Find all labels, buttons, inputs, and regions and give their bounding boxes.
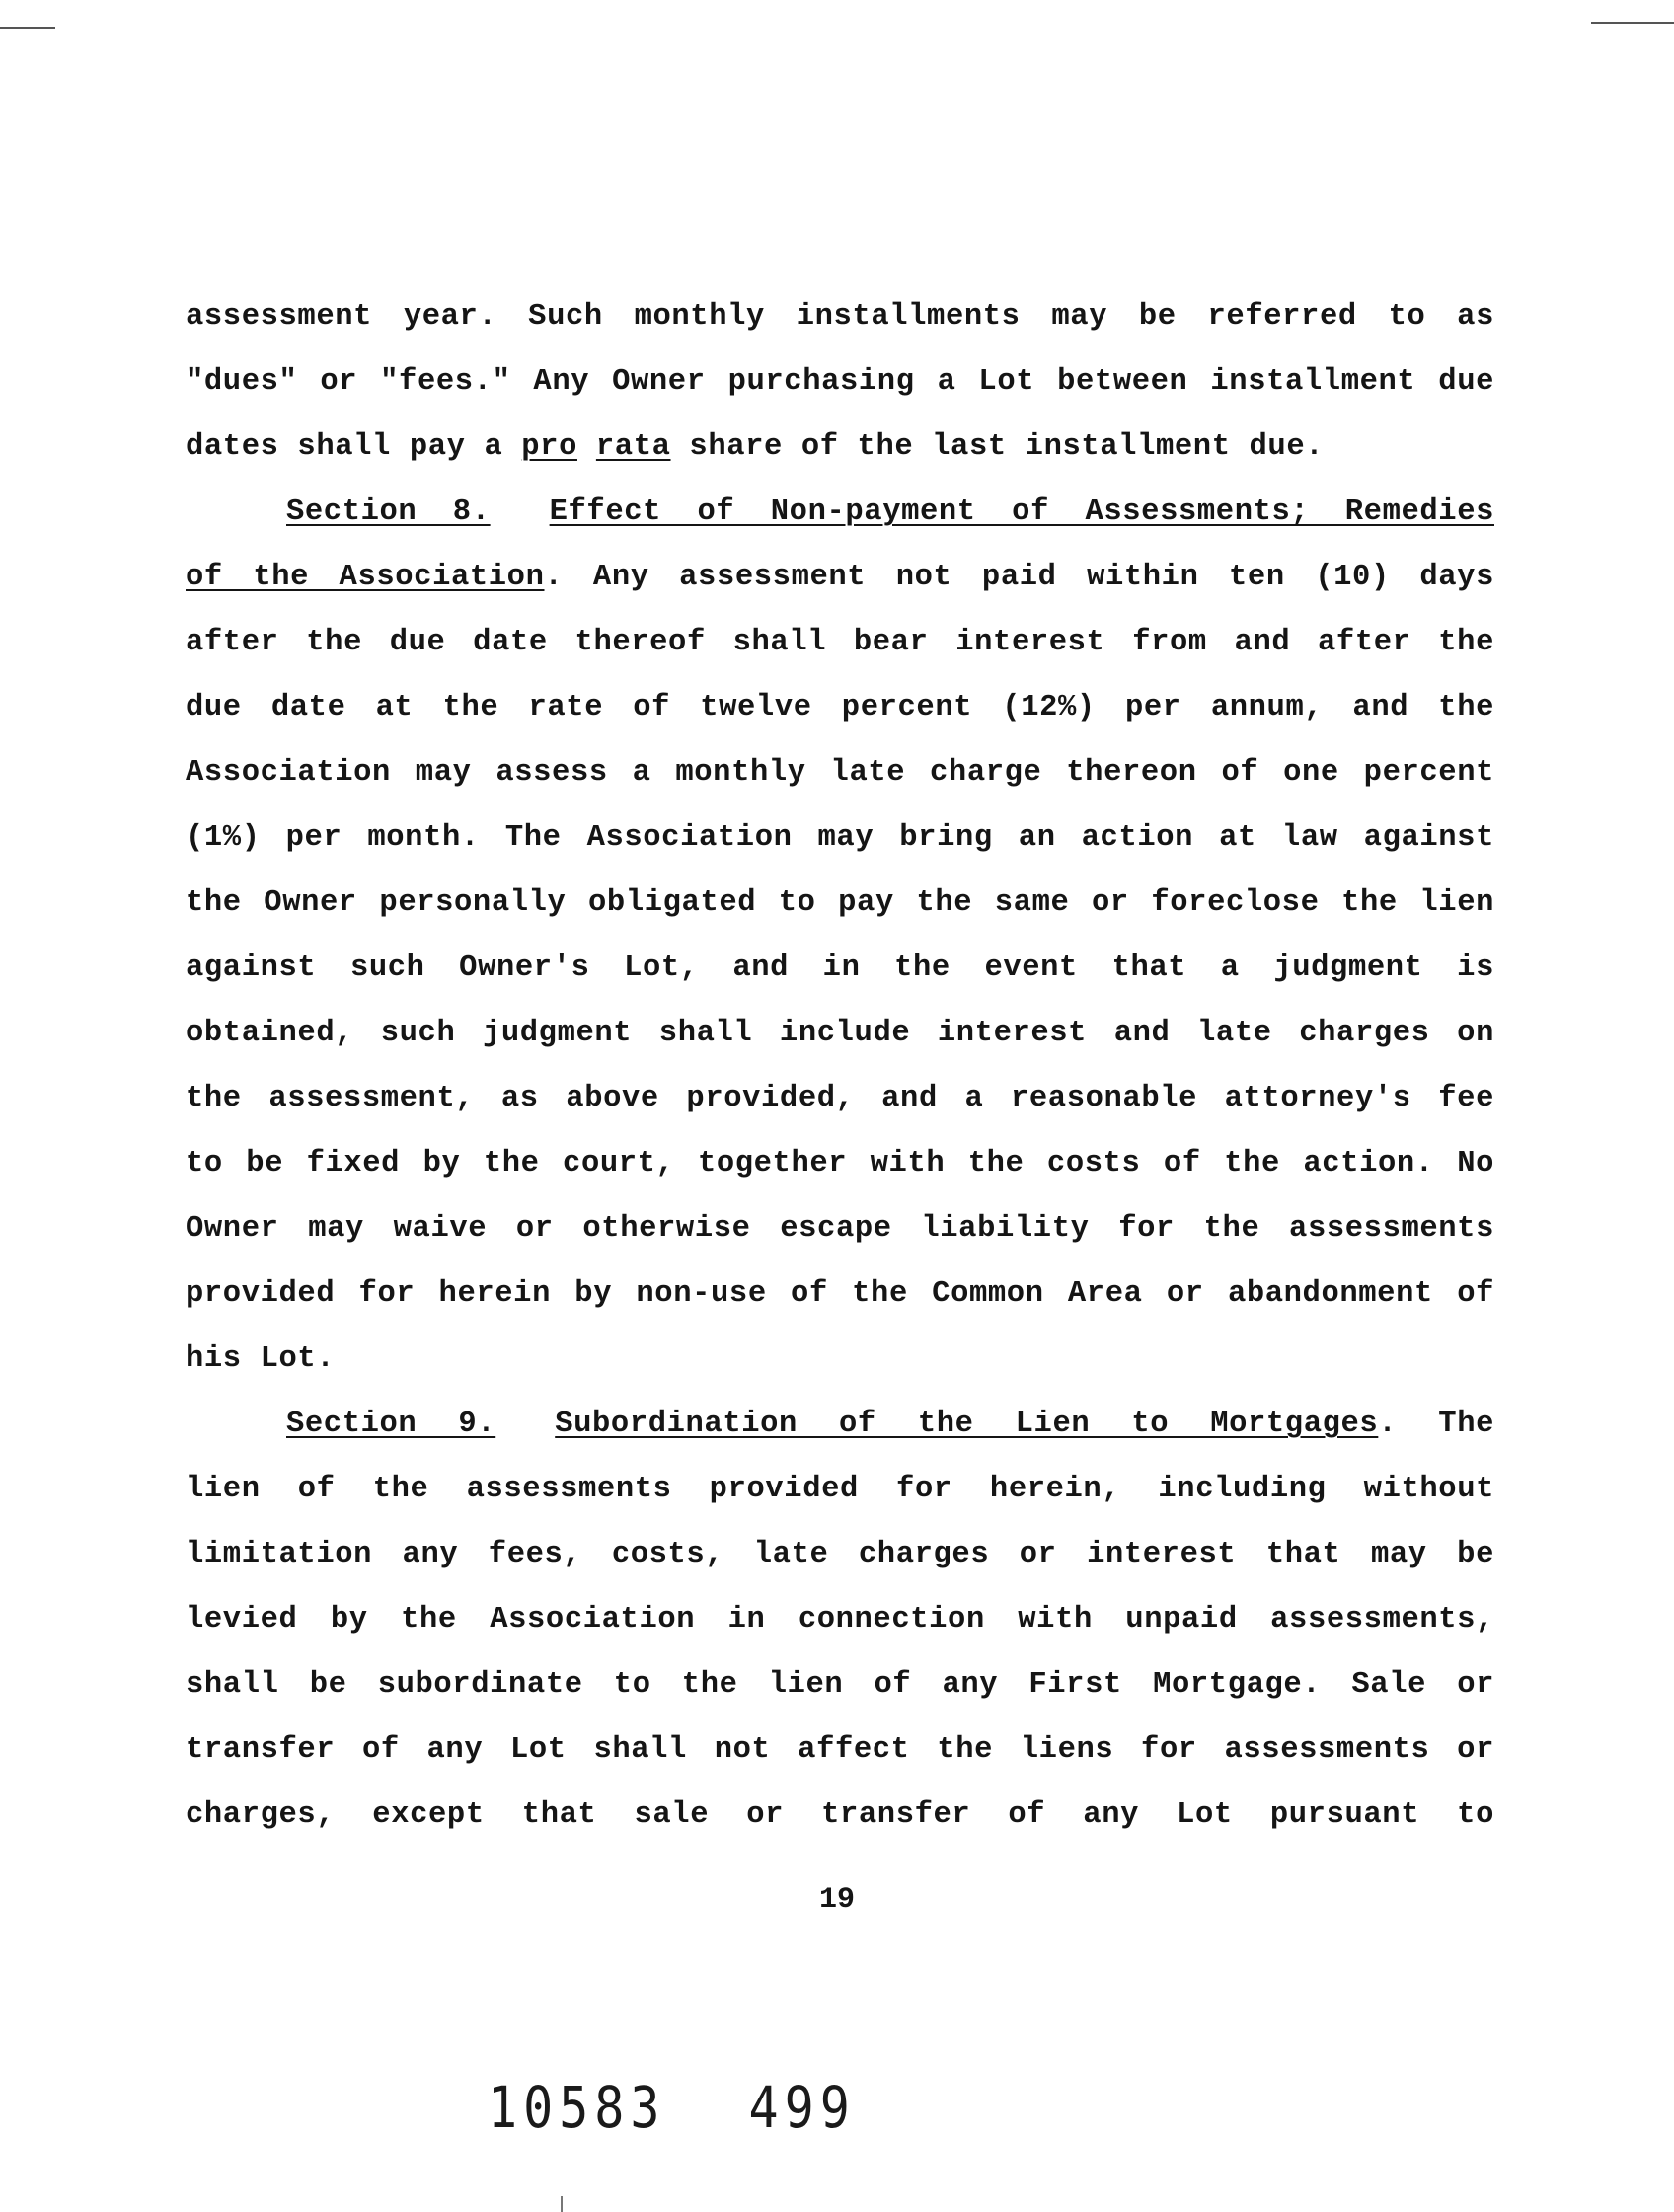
section-8-title: Effect of Non-payment of Assessments; Remedies xyxy=(549,496,1494,529)
page-number: 19 xyxy=(818,1883,855,1917)
text-fragment: . The xyxy=(1378,1408,1495,1441)
recording-book-number: 10583 xyxy=(488,2075,666,2141)
text-line: lien of the assessments provided for herein, including without xyxy=(186,1473,1494,1506)
text-line: Owner may waive or otherwise escape liability for the assessments xyxy=(186,1212,1494,1246)
text-line: after the due date thereof shall bear interest from and after the xyxy=(186,626,1494,659)
text-line: levied by the Association in connection with unpaid assessments, xyxy=(186,1603,1494,1637)
section-9-label: Section 9. xyxy=(286,1408,496,1441)
text-fragment: dates shall pay a xyxy=(186,430,522,464)
text-line: the assessment, as above provided, and a reasonable attorney's fee xyxy=(186,1082,1494,1115)
text-fragment: share of the last installment due. xyxy=(670,430,1325,464)
text-line: limitation any fees, costs, late charges or interest that may be xyxy=(186,1538,1494,1571)
text-line: obtained, such judgment shall include interest and late charges on xyxy=(186,1017,1494,1050)
text-line: transfer of any Lot shall not affect the liens for assessments or xyxy=(186,1733,1494,1767)
section-9-title: Subordination of the Lien to Mortgages xyxy=(555,1408,1379,1441)
section-8-heading-line xyxy=(186,480,1494,545)
text-line: the Owner personally obligated to pay the same or foreclose the lien xyxy=(186,886,1494,920)
rata-term: rata xyxy=(595,430,671,464)
text-line: assessment year. Such monthly installments may be referred to as xyxy=(186,300,1494,334)
text-line xyxy=(186,545,1494,610)
scan-mark-left xyxy=(0,27,55,29)
pro-term: pro xyxy=(521,430,577,464)
section-8-title-cont: of the Association xyxy=(186,561,545,594)
recording-stamp xyxy=(488,2075,856,2141)
text-line xyxy=(186,415,1494,480)
text-line: due date at the rate of twelve percent (12%) per annum, and the xyxy=(186,691,1494,725)
text-line: his Lot. xyxy=(186,1342,336,1376)
text-line: "dues" or "fees." Any Owner purchasing a Lot between installment due xyxy=(186,365,1494,399)
body-text xyxy=(186,284,1494,1848)
section-9-heading-line xyxy=(186,1392,1494,1457)
recording-page-number: 499 xyxy=(748,2075,856,2141)
text-line: against such Owner's Lot, and in the event that a judgment is xyxy=(186,952,1494,985)
text-line: shall be subordinate to the lien of any First Mortgage. Sale or xyxy=(186,1668,1494,1702)
scan-tick xyxy=(561,2196,563,2212)
section-8-label: Section 8. xyxy=(286,496,491,529)
text-line: (1%) per month. The Association may bring an action at law against xyxy=(186,821,1494,855)
text-line: provided for herein by non-use of the Common Area or abandonment of xyxy=(186,1277,1494,1311)
text-line: Association may assess a monthly late charge thereon of one percent xyxy=(186,756,1494,790)
text-fragment: . Any assessment not paid within ten (10) days xyxy=(544,561,1494,594)
scan-mark-right xyxy=(1591,22,1674,24)
text-line: to be fixed by the court, together with the costs of the action. No xyxy=(186,1147,1494,1181)
text-line: charges, except that sale or transfer of any Lot pursuant to xyxy=(186,1798,1494,1832)
